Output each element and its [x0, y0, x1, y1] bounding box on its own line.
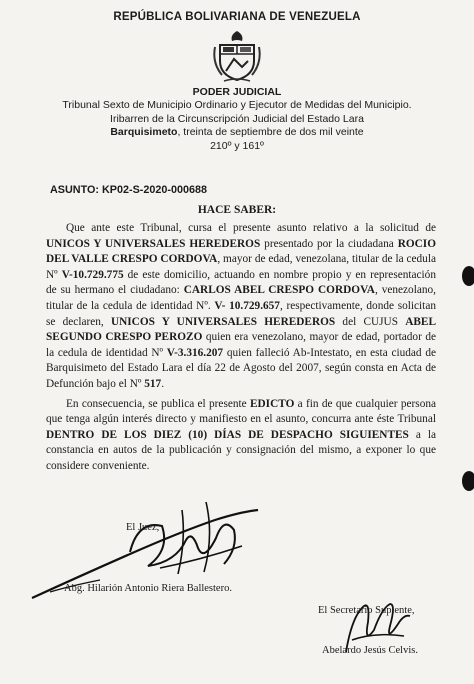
place-date-line	[0, 126, 474, 138]
el-juez-label: El Juez,	[126, 522, 160, 533]
judge-name: Abg. Hilarión Antonio Riera Ballestero.	[64, 583, 232, 594]
poder-judicial-heading: PODER JUDICIAL	[192, 86, 282, 98]
tribunal-line: Tribunal Sexto de Municipio Ordinario y Ejecutor de Medidas del Municipio.	[62, 99, 412, 111]
republic-heading: REPÚBLICA BOLIVARIANA DE VENEZUELA	[113, 11, 361, 23]
date-text: , treinta de septiembre de dos mil veinte	[177, 126, 364, 138]
secretary-name: Abelardo Jesús Celvis.	[322, 645, 418, 656]
punch-hole-bottom	[462, 471, 474, 491]
edict-body	[46, 221, 436, 475]
punch-hole-top	[462, 266, 474, 286]
city-name: Barquisimeto	[110, 126, 178, 138]
paragraph-2: En consecuencia, se publica el presente EDICTO a fin de que cualquier persona que tenga algún interés directo y manifiesto en el asunto, concurra ante éste Tribunal DENTRO DE LOS DIEZ (10) DÍAS DE DESPACHO SIGUIENTES a la constancia en autos de la publicación y consignación del mismo, a exponer lo que considere conveniente.	[46, 397, 436, 472]
hace-saber-heading: HACE SABER:	[197, 204, 277, 216]
circunscripcion-line: Iribarren de la Circunscripción Judicial del Estado Lara	[110, 113, 364, 125]
paragraph-1: Que ante este Tribunal, cursa el presente asunto relativo a la solicitud de UNICOS Y UNIVERSALES HEREDEROS presentado por la ciudadana ROCIO DEL VALLE CRESPO CORDOVA, mayor de edad, venezolana, titular de la cedula Nº V-10.729.775 de este domicilio, actuando en nombre propio y en representación de su hermano el ciudadano: CARLOS ABEL CRESPO CORDOVA, venezolano, titular de la cedula de identidad Nº. V- 10.729.657, respectivamente, donde solicitan se declaren, UNICOS Y UNIVERSALES HEREDEROS del CUJUS ABEL SEGUNDO CRESPO PEROZO quien era venezolano, mayor de edad, portador de la cedula de identidad Nº V-3.316.207 quien falleció Ab-Intestato, en esta ciudad de Barquisimeto del Estado Lara el día 22 de Agosto del 2007, según consta en Acta de Defunción bajo el Nº 517.	[46, 222, 436, 390]
asunto-number: ASUNTO: KP02-S-2020-000688	[50, 184, 208, 196]
years-line: 210º y 161º	[210, 140, 264, 152]
coat-of-arms-seal	[212, 27, 262, 83]
secretary-title: El Secretario Suplente,	[318, 605, 415, 616]
